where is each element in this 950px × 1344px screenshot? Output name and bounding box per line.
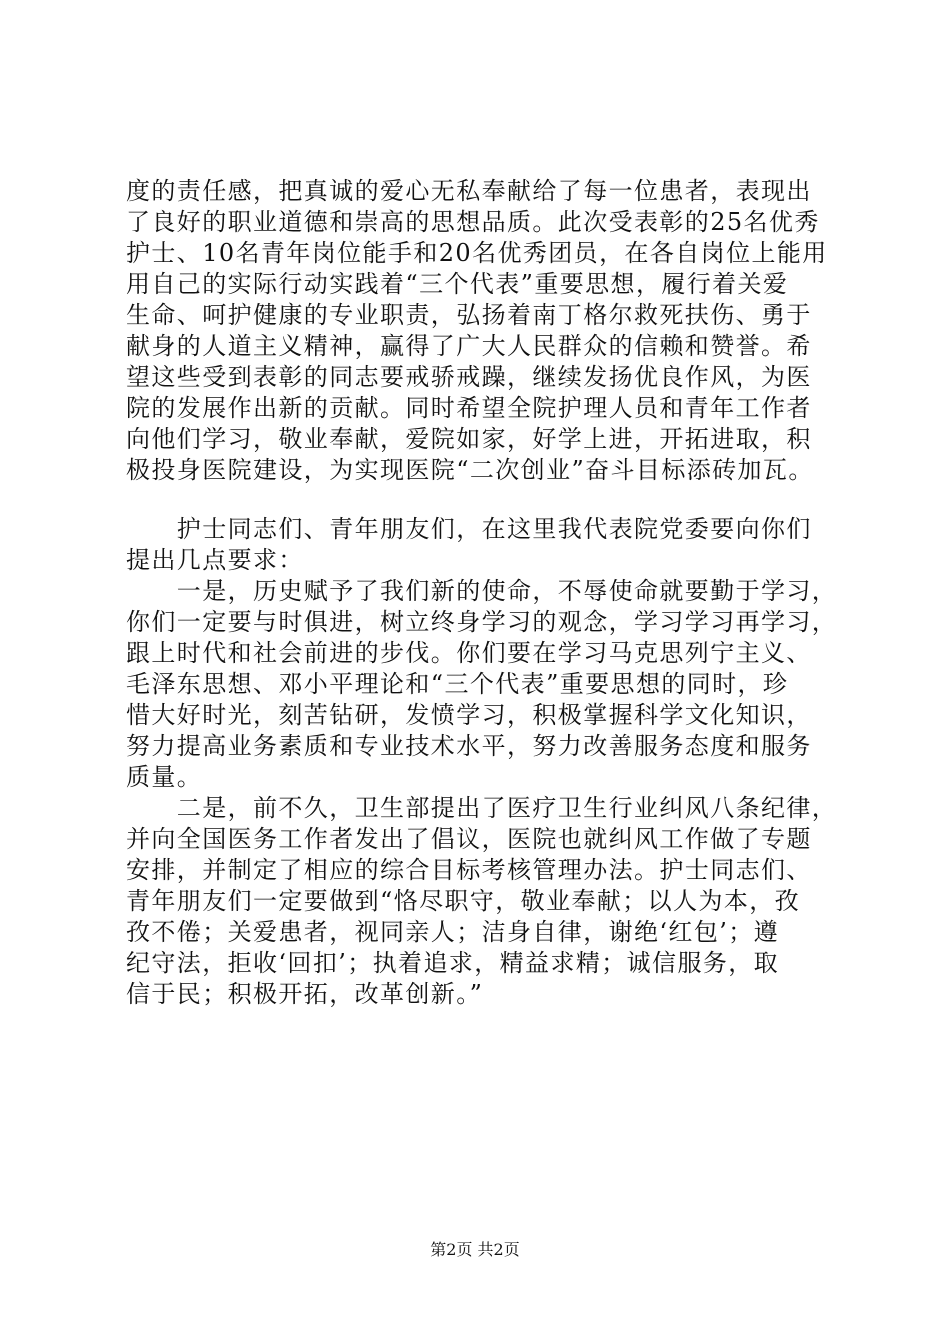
- text-line: 提出几点要求：: [126, 546, 304, 574]
- text-line: 毛泽东思想、邓小平理论和“三个代表”重要思想的同时，珍: [126, 670, 789, 698]
- text-line: 质量。: [126, 763, 203, 791]
- text-line: 安排，并制定了相应的综合目标考核管理办法。护士同志们、: [126, 856, 812, 884]
- text-line: 护士、10名青年岗位能手和20名优秀团员，在各自岗位上能用: [126, 239, 828, 267]
- text-line: 献身的人道主义精神，赢得了广大人民群众的信赖和赞誉。希: [126, 332, 812, 360]
- text-line: 努力提高业务素质和专业技术水平，努力改善服务态度和服务: [126, 732, 812, 760]
- text-line: 并向全国医务工作者发出了倡议，医院也就纠风工作做了专题: [126, 825, 812, 853]
- page-number-label: 第2页 共2页: [430, 1240, 520, 1259]
- text-line: 护士同志们、青年朋友们，在这里我代表院党委要向你们: [126, 515, 812, 543]
- text-line: 二是，前不久，卫生部提出了医疗卫生行业纠风八条纪律，: [126, 794, 838, 822]
- text-line: 孜不倦；关爱患者，视同亲人；洁身自律，谢绝‘红包’；遵: [126, 918, 780, 946]
- text-line: 生命、呵护健康的专业职责，弘扬着南丁格尔救死扶伤、勇于: [126, 301, 812, 329]
- text-line: 跟上时代和社会前进的步伐。你们要在学习马克思列宁主义、: [126, 639, 812, 667]
- paragraph-requirements: [126, 514, 838, 1010]
- text-line: 惜大好时光，刻苦钻研，发愤学习，积极掌握科学文化知识，: [126, 701, 812, 729]
- text-line: 极投身医院建设，为实现医院“二次创业”奋斗目标添砖加瓦。: [126, 456, 814, 484]
- text-line: 纪守法，拒收‘回扣’；执着追求，精益求精；诚信服务，取: [126, 949, 780, 977]
- text-line: 度的责任感，把真诚的爱心无私奉献给了每一位患者，表现出: [126, 177, 812, 205]
- text-line: 你们一定要与时俱进，树立终身学习的观念，学习学习再学习，: [126, 608, 838, 636]
- text-line: 望这些受到表彰的同志要戒骄戒躁，继续发扬优良作风，为医: [126, 363, 812, 391]
- text-line: 一是，历史赋予了我们新的使命，不辱使命就要勤于学习，: [126, 577, 838, 605]
- text-line: 青年朋友们一定要做到“恪尽职守，敬业奉献；以人为本，孜: [126, 887, 801, 915]
- text-line: 向他们学习，敬业奉献，爱院如家，好学上进，开拓进取，积: [126, 425, 812, 453]
- paragraph-commendation: [126, 176, 838, 486]
- page-footer: [0, 1240, 950, 1260]
- text-line: 信于民；积极开拓，改革创新。”: [126, 980, 484, 1008]
- text-line: 了良好的职业道德和崇高的思想品质。此次受表彰的25名优秀: [126, 208, 820, 236]
- text-line: 用自己的实际行动实践着“三个代表”重要思想，履行着关爱: [126, 270, 789, 298]
- text-line: 院的发展作出新的贡献。同时希望全院护理人员和青年工作者: [126, 394, 812, 422]
